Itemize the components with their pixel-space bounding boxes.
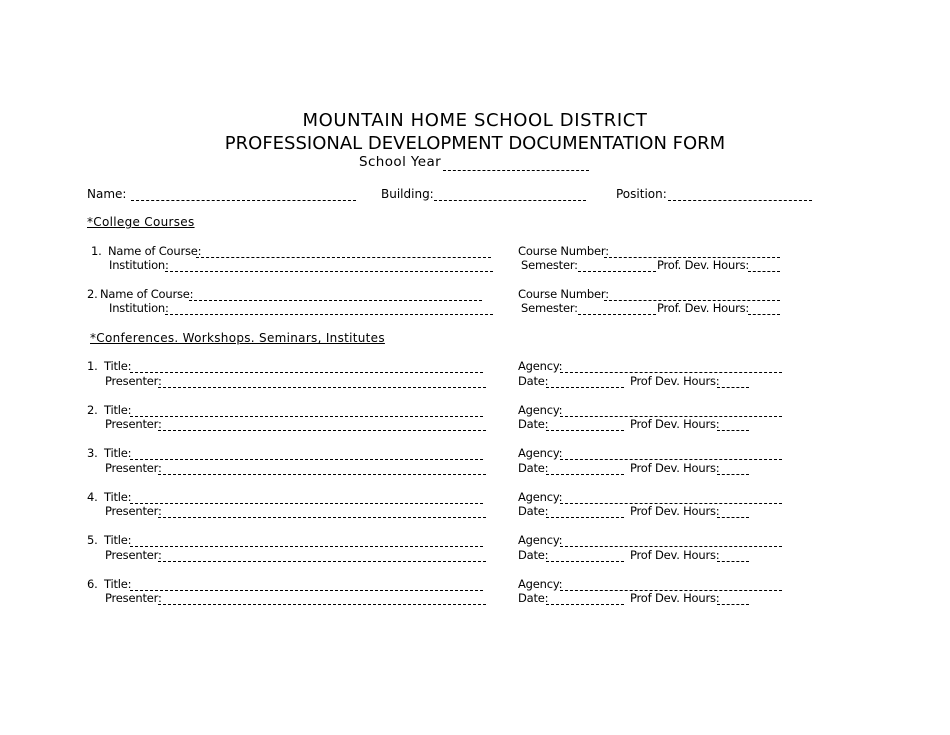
position-label: Position: bbox=[616, 187, 667, 201]
date-label: Date: bbox=[518, 417, 549, 431]
agency-field[interactable] bbox=[560, 372, 782, 373]
date-field[interactable] bbox=[546, 474, 624, 475]
date-field[interactable] bbox=[546, 561, 624, 562]
institution-label: Institution: bbox=[109, 301, 169, 315]
date-label: Date: bbox=[518, 548, 549, 562]
title-field[interactable] bbox=[130, 372, 483, 373]
presenter-field[interactable] bbox=[158, 517, 486, 518]
semester-label: Semester: bbox=[521, 258, 578, 272]
prof-dev-hours-label: Prof Dev. Hours: bbox=[630, 374, 720, 388]
title-field[interactable] bbox=[130, 503, 483, 504]
presenter-label: Presenter: bbox=[105, 417, 162, 431]
agency-label: Agency: bbox=[518, 403, 563, 417]
prof-dev-hours-field[interactable] bbox=[717, 561, 749, 562]
agency-label: Agency: bbox=[518, 577, 563, 591]
name-field[interactable] bbox=[131, 200, 356, 201]
college-entry-number: 2. bbox=[87, 287, 98, 301]
date-label: Date: bbox=[518, 461, 549, 475]
presenter-label: Presenter: bbox=[105, 548, 162, 562]
course-number-label: Course Number: bbox=[518, 287, 609, 301]
title-field[interactable] bbox=[130, 416, 483, 417]
course-name-label: Name of Course: bbox=[108, 244, 202, 258]
presenter-label: Presenter: bbox=[105, 374, 162, 388]
course-name-field[interactable] bbox=[196, 257, 491, 258]
prof-dev-hours-field[interactable] bbox=[748, 314, 780, 315]
date-field[interactable] bbox=[546, 430, 624, 431]
presenter-label: Presenter: bbox=[105, 461, 162, 475]
date-field[interactable] bbox=[546, 387, 624, 388]
college-courses-heading: *College Courses bbox=[87, 215, 195, 229]
title-label: Title: bbox=[104, 533, 132, 547]
presenter-label: Presenter: bbox=[105, 504, 162, 518]
form-title: PROFESSIONAL DEVELOPMENT DOCUMENTATION FORM bbox=[224, 133, 726, 154]
agency-label: Agency: bbox=[518, 359, 563, 373]
prof-dev-hours-label: Prof Dev. Hours: bbox=[630, 417, 720, 431]
semester-label: Semester: bbox=[521, 301, 578, 315]
institution-field[interactable] bbox=[165, 271, 493, 272]
agency-label: Agency: bbox=[518, 490, 563, 504]
agency-field[interactable] bbox=[560, 459, 782, 460]
title-label: Title: bbox=[104, 403, 132, 417]
presenter-field[interactable] bbox=[158, 387, 486, 388]
title-label: Title: bbox=[104, 359, 132, 373]
agency-label: Agency: bbox=[518, 533, 563, 547]
conference-entry-number: 6. bbox=[87, 577, 98, 591]
conference-entry-number: 4. bbox=[87, 490, 98, 504]
district-title: MOUNTAIN HOME SCHOOL DISTRICT bbox=[302, 110, 648, 131]
prof-dev-hours-label: Prof Dev. Hours: bbox=[630, 591, 720, 605]
name-label: Name: bbox=[87, 187, 127, 201]
conferences-heading: *Conferences. Workshops. Seminars, Institutes bbox=[90, 331, 385, 345]
conference-entry-number: 3. bbox=[87, 446, 98, 460]
presenter-label: Presenter: bbox=[105, 591, 162, 605]
date-field[interactable] bbox=[546, 517, 624, 518]
position-field[interactable] bbox=[668, 200, 812, 201]
date-label: Date: bbox=[518, 591, 549, 605]
title-label: Title: bbox=[104, 490, 132, 504]
date-field[interactable] bbox=[546, 604, 624, 605]
prof-dev-hours-label: Prof. Dev. Hours: bbox=[657, 258, 750, 272]
agency-label: Agency: bbox=[518, 446, 563, 460]
college-entry-number: 1. bbox=[91, 244, 102, 258]
prof-dev-hours-label: Prof. Dev. Hours: bbox=[657, 301, 750, 315]
prof-dev-hours-field[interactable] bbox=[717, 430, 749, 431]
date-label: Date: bbox=[518, 374, 549, 388]
institution-label: Institution: bbox=[109, 258, 169, 272]
title-field[interactable] bbox=[130, 459, 483, 460]
presenter-field[interactable] bbox=[158, 430, 486, 431]
course-name-label: Name of Course: bbox=[100, 287, 194, 301]
prof-dev-hours-label: Prof Dev. Hours: bbox=[630, 548, 720, 562]
title-label: Title: bbox=[104, 577, 132, 591]
semester-field[interactable] bbox=[578, 271, 656, 272]
institution-field[interactable] bbox=[165, 314, 493, 315]
prof-dev-hours-field[interactable] bbox=[717, 604, 749, 605]
course-name-field[interactable] bbox=[189, 300, 482, 301]
title-field[interactable] bbox=[130, 590, 483, 591]
building-field[interactable] bbox=[434, 200, 586, 201]
conference-entry-number: 5. bbox=[87, 533, 98, 547]
prof-dev-hours-label: Prof Dev. Hours: bbox=[630, 461, 720, 475]
building-label: Building: bbox=[381, 187, 434, 201]
prof-dev-hours-field[interactable] bbox=[748, 271, 780, 272]
presenter-field[interactable] bbox=[158, 604, 486, 605]
title-field[interactable] bbox=[130, 546, 483, 547]
date-label: Date: bbox=[518, 504, 549, 518]
agency-field[interactable] bbox=[560, 546, 782, 547]
conference-entry-number: 2. bbox=[87, 403, 98, 417]
prof-dev-hours-label: Prof Dev. Hours: bbox=[630, 504, 720, 518]
prof-dev-hours-field[interactable] bbox=[717, 474, 749, 475]
conference-entry-number: 1. bbox=[87, 359, 98, 373]
prof-dev-hours-field[interactable] bbox=[717, 517, 749, 518]
title-label: Title: bbox=[104, 446, 132, 460]
presenter-field[interactable] bbox=[158, 561, 486, 562]
presenter-field[interactable] bbox=[158, 474, 486, 475]
course-number-label: Course Number: bbox=[518, 244, 609, 258]
semester-field[interactable] bbox=[578, 314, 656, 315]
school-year-label: School Year bbox=[359, 154, 442, 170]
school-year-field[interactable] bbox=[443, 170, 589, 171]
prof-dev-hours-field[interactable] bbox=[717, 387, 749, 388]
